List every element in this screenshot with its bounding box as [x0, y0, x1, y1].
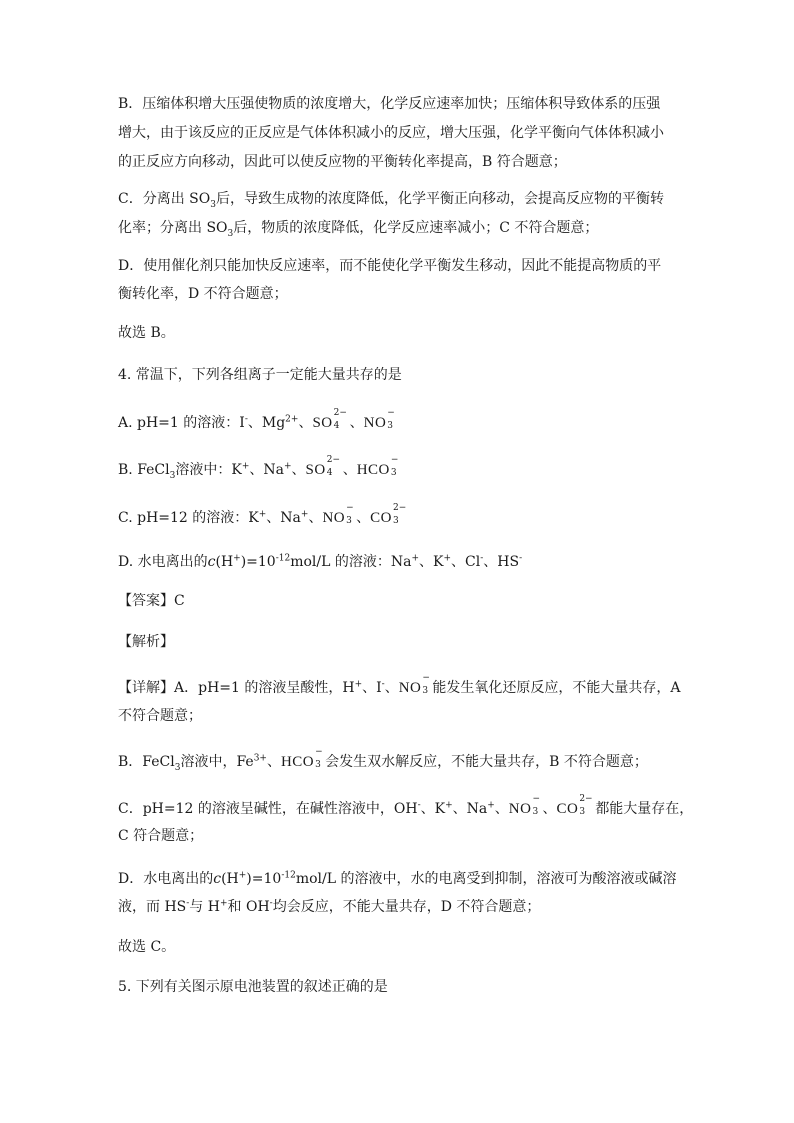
- detail-b-line-1: B．FeCl$_3$溶液中，$Fe^{3+}$、HCO − 3 会发生双水解反应，不能大量共存，B 不符合题意；: [118, 747, 648, 773]
- explanation-b-line-2: 增大，由于该反应的正反应是气体体积减小的反应，增大压强，化学平衡向气体体积减小: [118, 125, 664, 141]
- detail-c-line-2: C 符合题意；: [118, 828, 204, 844]
- explanation-c-line-1: C．分离出 $SO_3$后，导致生成物的浓度降低，化学平衡正向移动，会提高反应物的平衡转: [118, 191, 664, 210]
- question-5-stem: 5. 下列有关图示原电池装置的叙述正确的是: [118, 979, 388, 995]
- detail-c-line-1: C．pH=12 的溶液呈碱性，在碱性溶液中，OH-、K+、Na+、NO − 3 、CO 2− 3 都能大量存在，: [118, 794, 694, 817]
- question-4-option-b: B. FeCl$_3$溶液中：K+、Na+、SO 2− 4 、HCO − 3: [118, 455, 399, 481]
- detail-a-line-2: 不符合题意；: [118, 708, 202, 724]
- answer-line: [118, 591, 185, 611]
- answer-label: 【答案】: [118, 593, 174, 609]
- explanation-b-line-1: B．压缩体积增大压强使物质的浓度增大，化学反应速率加快；压缩体积导致体系的压强: [118, 96, 661, 112]
- analysis-label: 【解析】: [118, 634, 174, 650]
- question-4-option-d: D. 水电离出的$c(H^+)=10^{-12}mol/L$ 的溶液：Na+、K+、Cl-、HS-: [118, 553, 523, 570]
- explanation-c-line-2: 化率；分离出 $SO_3$后，物质的浓度降低，化学反应速率减小；C 不符合题意；: [118, 220, 599, 239]
- explanation-d-line-1: D．使用催化剂只能加快反应速率，而不能使化学平衡发生移动，因此不能提高物质的平: [118, 258, 662, 274]
- conclusion-c: 故选 C。: [118, 939, 176, 955]
- detail-d-line-2: 液，而 HS-与 H+和 OH-均会反应，不能大量共存，D 不符合题意；: [118, 898, 541, 915]
- detail-a-line-1: 【详解】A．pH=1 的溶液呈酸性，H+、I-、NO − 3 能发生氧化还原反应，不能大量共存，A: [118, 673, 681, 696]
- detail-d-line-1: D．水电离出的$c(H^+)=10^{-12}mol/L$ 的溶液中，水的电离受到抑制，溶液可为酸溶液或碱溶: [118, 870, 677, 887]
- conclusion-b: 故选 B。: [118, 325, 175, 341]
- explanation-b-line-3: 的正反应方向移动，因此可以使反应物的平衡转化率提高，B 符合题意；: [118, 154, 567, 170]
- question-4-stem: 4. 常温下，下列各组离子一定能大量共存的是: [118, 367, 402, 383]
- explanation-d-line-2: 衡转化率，D 不符合题意；: [118, 286, 288, 302]
- question-4-option-a: A. pH=1 的溶液：I-、$Mg^{2+}$、SO 2− 4 、NO − 3: [118, 408, 395, 431]
- answer-value: C: [174, 593, 185, 609]
- question-4-option-c: C. pH=12 的溶液：K+、Na+、NO − 3 、CO 2− 3: [118, 503, 407, 526]
